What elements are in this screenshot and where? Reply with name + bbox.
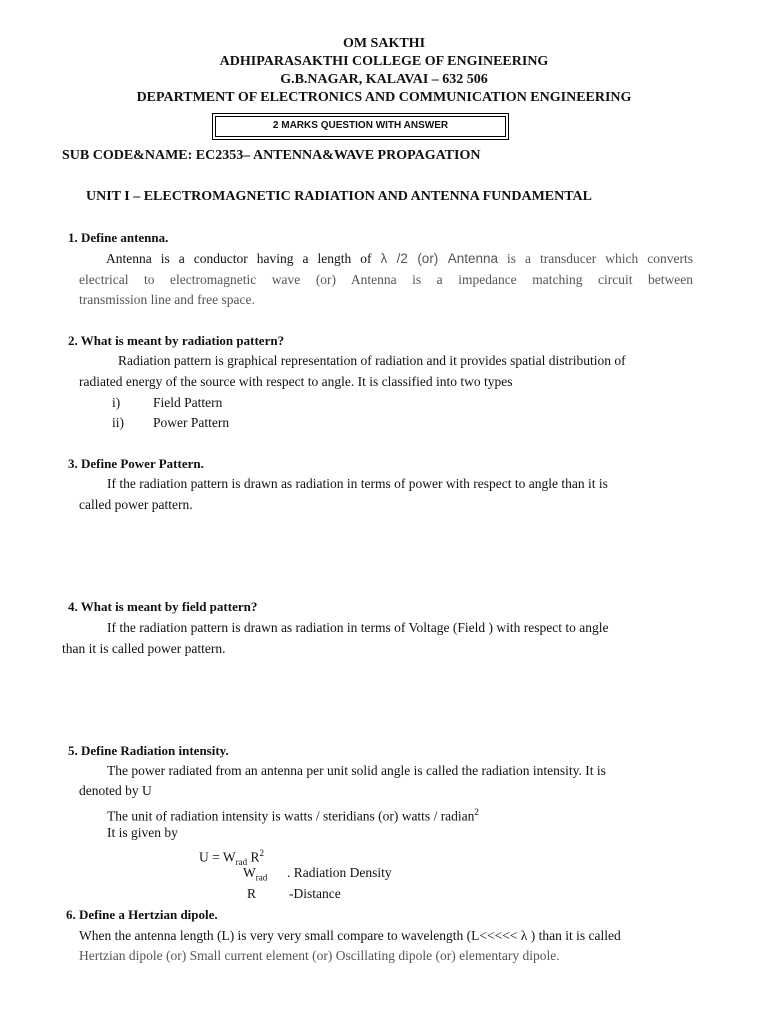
header-line-1: OM SAKTHI — [342, 36, 426, 51]
question-1-answer — [79, 249, 693, 311]
superscript: 2 — [474, 807, 479, 817]
title-box-label: 2 MARKS QUESTION WITH ANSWER — [215, 116, 506, 137]
title-box — [212, 113, 509, 140]
question-4-title: 4. What is meant by field pattern? — [68, 599, 258, 614]
formula-rhs: R — [247, 849, 260, 865]
symbol-r: R — [247, 886, 257, 901]
superscript: 2 — [259, 848, 265, 858]
college-address: G.B.NAGAR, KALAVAI – 632 506 — [280, 72, 488, 87]
department-name: DEPARTMENT OF ELECTRONICS AND COMMUNICATION ENGINEERING — [136, 90, 632, 105]
list-item-number: i) — [112, 395, 121, 410]
lambda-text: λ /2 (or) Antenna — [380, 251, 498, 266]
answer-line: Hertzian dipole (or) Small current element (or) Oscillating dipole (or) elementary dipole. — [79, 948, 560, 963]
list-item: Power Pattern — [153, 415, 230, 430]
answer-text: Antenna is a conductor having a length of — [106, 251, 381, 266]
answer-line: It is given by — [107, 825, 178, 840]
subscript: rad — [255, 872, 268, 883]
list-item: Field Pattern — [153, 395, 223, 410]
answer-text: The unit of radiation intensity is watts / steridians (or) watts / radian — [107, 808, 475, 824]
subscript: rad — [235, 857, 248, 868]
college-name: ADHIPARASAKTHI COLLEGE OF ENGINEERING — [219, 54, 549, 69]
unit-title: UNIT I – ELECTROMAGNETIC RADIATION AND ANTENNA FUNDAMENTAL — [86, 189, 593, 204]
answer-line: denoted by U — [79, 783, 152, 798]
subject-title: SUB CODE&NAME: EC2353– ANTENNA&WAVE PROPAGATION — [62, 148, 481, 163]
answer-text: is a transducer which converts — [498, 251, 693, 266]
formula-lhs: U = W — [199, 849, 236, 865]
answer-line: than it is called power pattern. — [62, 641, 226, 656]
answer-line: called power pattern. — [79, 497, 193, 512]
symbol-description: -Distance — [289, 886, 341, 901]
answer-line: Radiation pattern is graphical representation of radiation and it provides spatial distribution of — [118, 353, 626, 368]
answer-line: If the radiation pattern is drawn as radiation in terms of Voltage (Field ) with respect to angle — [107, 620, 609, 635]
answer-line: The power radiated from an antenna per unit solid angle is called the radiation intensity. It is — [107, 763, 606, 778]
question-5-title: 5. Define Radiation intensity. — [68, 743, 229, 758]
question-2-title: 2. What is meant by radiation pattern? — [68, 333, 285, 348]
question-3-title: 3. Define Power Pattern. — [68, 456, 204, 471]
answer-line — [79, 249, 693, 270]
answer-line: If the radiation pattern is drawn as radiation in terms of power with respect to angle than it is — [107, 476, 608, 491]
symbol: W — [243, 865, 256, 880]
answer-line: When the antenna length (L) is very very small compare to wavelength (L<<<<< λ ) than it is called — [79, 928, 621, 943]
answer-line: transmission line and free space. — [79, 292, 255, 307]
question-6-title: 6. Define a Hertzian dipole. — [66, 907, 218, 922]
answer-line: radiated energy of the source with respect to angle. It is classified into two types — [79, 374, 513, 389]
symbol-description: . Radiation Density — [287, 865, 392, 880]
list-item-number: ii) — [112, 415, 124, 430]
question-1-title: 1. Define antenna. — [68, 230, 169, 245]
answer-line: electrical to electromagnetic wave (or) Antenna is a impedance matching circuit between — [79, 271, 693, 287]
